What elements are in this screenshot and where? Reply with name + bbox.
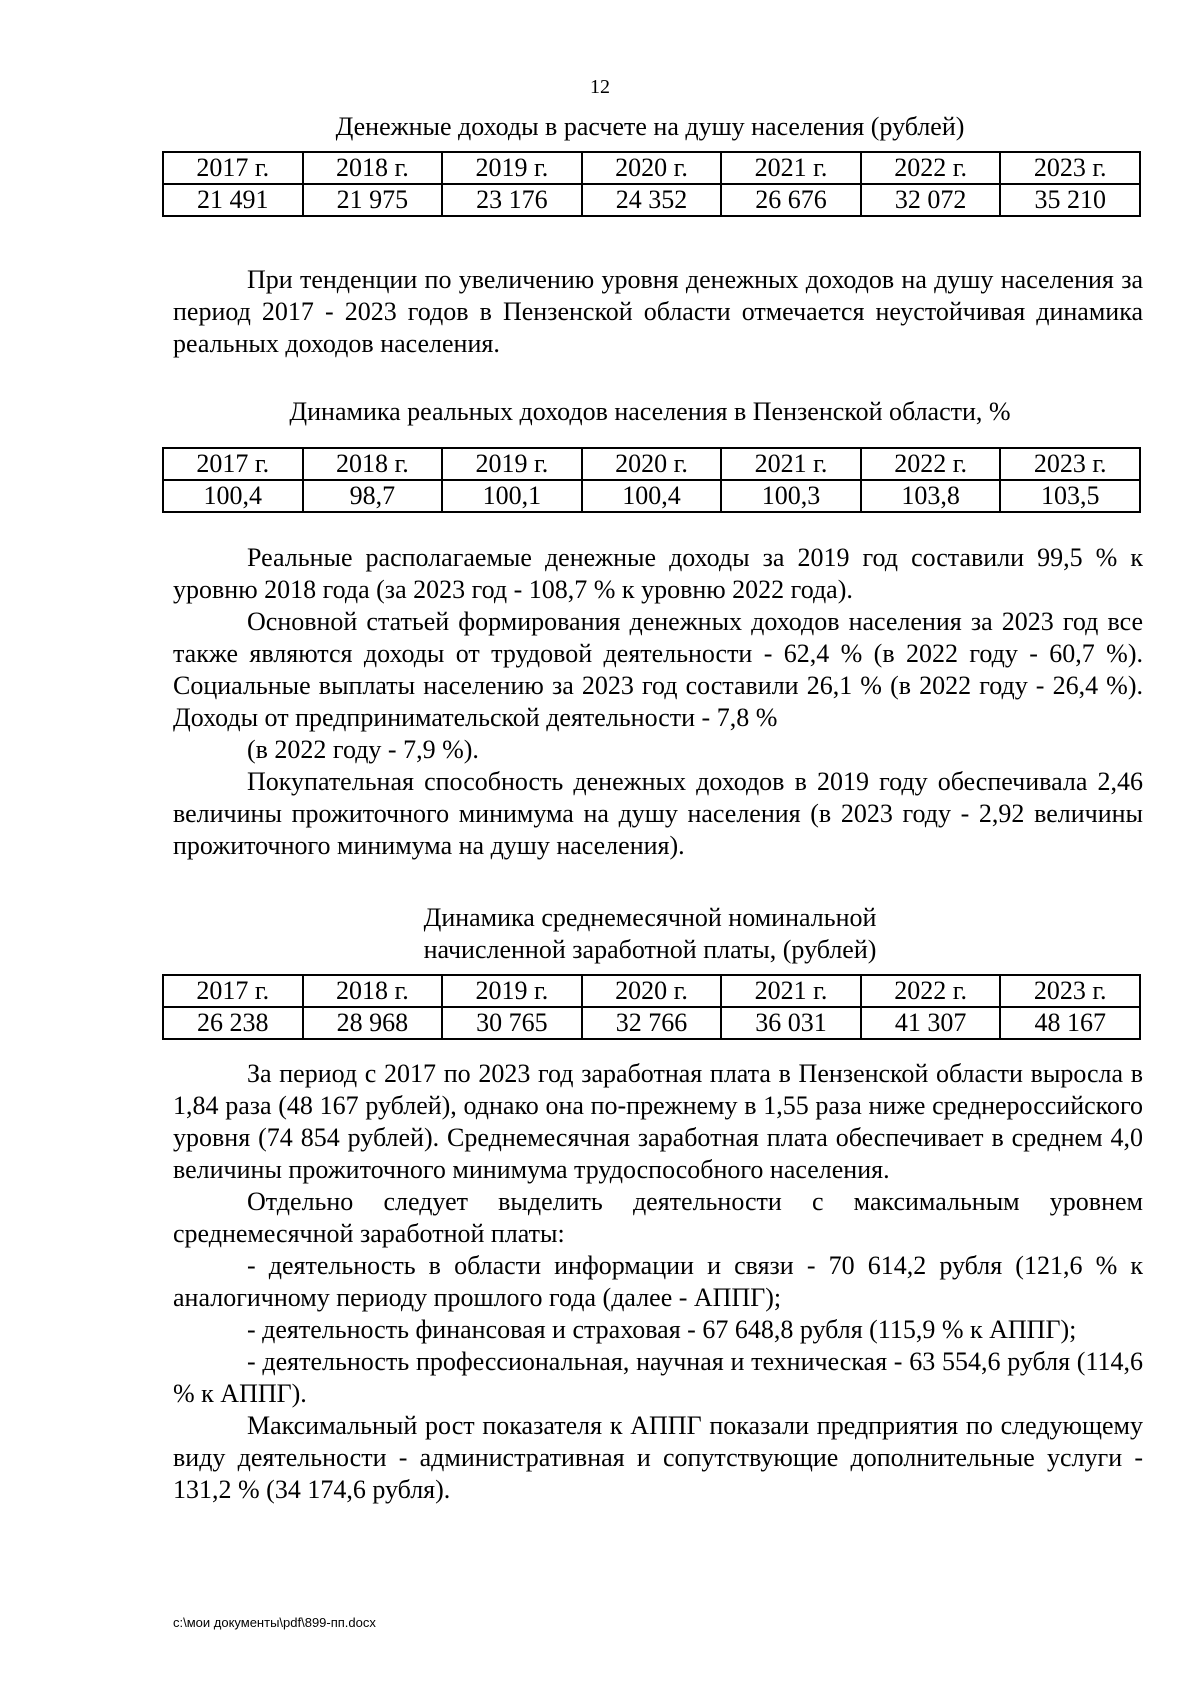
table-header-row (163, 152, 1140, 184)
table-cell: 26 676 (721, 184, 861, 216)
table-cell: 23 176 (442, 184, 582, 216)
table-cell: 36 031 (721, 1007, 861, 1039)
table-cell: 100,1 (442, 480, 582, 512)
page-number: 12 (590, 76, 610, 98)
table-cell: 2023 г. (1000, 448, 1140, 480)
table-cell: 100,4 (582, 480, 722, 512)
table3-caption-line2: начисленной заработной платы, (рублей) (423, 935, 877, 964)
paragraph: При тенденции по увеличению уровня денежных доходов на душу населения за период 2017 - 2023 годов в Пензенской области отмечается неустойчивая динамика реальных доходов населения. (173, 265, 1143, 358)
table-cell: 32 072 (861, 184, 1001, 216)
table-header-row (163, 448, 1140, 480)
table-cell: 2021 г. (721, 152, 861, 184)
table-cell: 2021 г. (721, 975, 861, 1007)
table-cell: 2017 г. (163, 448, 303, 480)
table-cell: 2022 г. (861, 152, 1001, 184)
table-row (163, 1007, 1140, 1039)
table-cell: 2020 г. (582, 448, 722, 480)
table-cell: 24 352 (582, 184, 722, 216)
table-cell: 2020 г. (582, 152, 722, 184)
table-cell: 2022 г. (861, 448, 1001, 480)
paragraph: Реальные располагаемые денежные доходы за 2019 год составили 99,5 % к уровню 2018 года (за 2023 год - 108,7 % к уровню 2022 года). (173, 543, 1143, 604)
table-cell: 2018 г. (303, 448, 443, 480)
table-row (163, 184, 1140, 216)
paragraph: За период с 2017 по 2023 год заработная плата в Пензенской области выросла в 1,84 раза (48 167 рублей), однако она по-прежнему в 1,55 раза ниже среднероссийского уровня (74 854 рублей). Среднемесячная заработная плата обеспечивает в среднем 4,0 величины прожиточного минимума трудоспособного населения. (173, 1059, 1143, 1184)
paragraph: Отдельно следует выделить деятельности с максимальным уровнем среднемесячной заработной платы: (173, 1187, 1143, 1248)
table-cell: 21 491 (163, 184, 303, 216)
table-cell: 48 167 (1000, 1007, 1140, 1039)
table-cell: 30 765 (442, 1007, 582, 1039)
table1-caption: Денежные доходы в расчете на душу населения (рублей) (335, 112, 965, 141)
list-item: - деятельность финансовая и страховая - 67 648,8 рубля (115,9 % к АППГ); (247, 1315, 1077, 1344)
table-cell: 21 975 (303, 184, 443, 216)
list-item: - деятельность профессиональная, научная и техническая - 63 554,6 рубля (114,6 % к АППГ). (173, 1347, 1143, 1408)
table-cell: 2023 г. (1000, 152, 1140, 184)
table-cell: 2017 г. (163, 152, 303, 184)
table-cell: 98,7 (303, 480, 443, 512)
paragraph: Основной статьей формирования денежных доходов населения за 2023 год все также являются доходы от трудовой деятельности - 62,4 % (в 2022 году - 60,7 %). Социальные выплаты населению за 2023 год составили 26,1 % (в 2022 году - 26,4 %). Доходы от предпринимательской деятельности - 7,8 % (173, 607, 1143, 732)
average-salary-table (162, 974, 1141, 1040)
paragraph-block-2 (173, 542, 1143, 862)
table-cell: 100,4 (163, 480, 303, 512)
table-cell: 2019 г. (442, 448, 582, 480)
table-cell: 28 968 (303, 1007, 443, 1039)
real-income-dynamics-table (162, 447, 1141, 513)
table-cell: 2018 г. (303, 152, 443, 184)
table-cell: 41 307 (861, 1007, 1001, 1039)
table-cell: 2019 г. (442, 152, 582, 184)
table-cell: 35 210 (1000, 184, 1140, 216)
table3-caption-line1: Динамика среднемесячной номинальной (423, 903, 877, 932)
table-cell: 2023 г. (1000, 975, 1140, 1007)
income-per-capita-table (162, 151, 1141, 217)
paragraph: (в 2022 году - 7,9 %). (247, 735, 479, 764)
paragraph: Максимальный рост показателя к АППГ показали предприятия по следующему виду деятельности - административная и сопутствующие дополнительные услуги - 131,2 % (34 174,6 рубля). (173, 1411, 1143, 1504)
table-cell: 103,8 (861, 480, 1001, 512)
table-cell: 2022 г. (861, 975, 1001, 1007)
table2-caption: Динамика реальных доходов населения в Пензенской области, % (289, 397, 1011, 426)
table-row (163, 480, 1140, 512)
file-path-footer: c:\мои документы\pdf\899-пп.docx (173, 1615, 376, 1630)
list-item: - деятельность в области информации и связи - 70 614,2 рубля (121,6 % к аналогичному периоду прошлого года (далее - АППГ); (173, 1251, 1143, 1312)
table-cell: 100,3 (721, 480, 861, 512)
table-cell: 32 766 (582, 1007, 722, 1039)
table-header-row (163, 975, 1140, 1007)
table-cell: 26 238 (163, 1007, 303, 1039)
table-cell: 2021 г. (721, 448, 861, 480)
paragraph: Покупательная способность денежных доходов в 2019 году обеспечивала 2,46 величины прожиточного минимума на душу населения (в 2023 году - 2,92 величины прожиточного минимума на душу населения). (173, 767, 1143, 860)
table-cell: 2017 г. (163, 975, 303, 1007)
paragraph-block-3 (173, 1058, 1143, 1506)
table-cell: 2020 г. (582, 975, 722, 1007)
table-cell: 2019 г. (442, 975, 582, 1007)
paragraph-block-1 (173, 264, 1143, 360)
table-cell: 103,5 (1000, 480, 1140, 512)
table-cell: 2018 г. (303, 975, 443, 1007)
